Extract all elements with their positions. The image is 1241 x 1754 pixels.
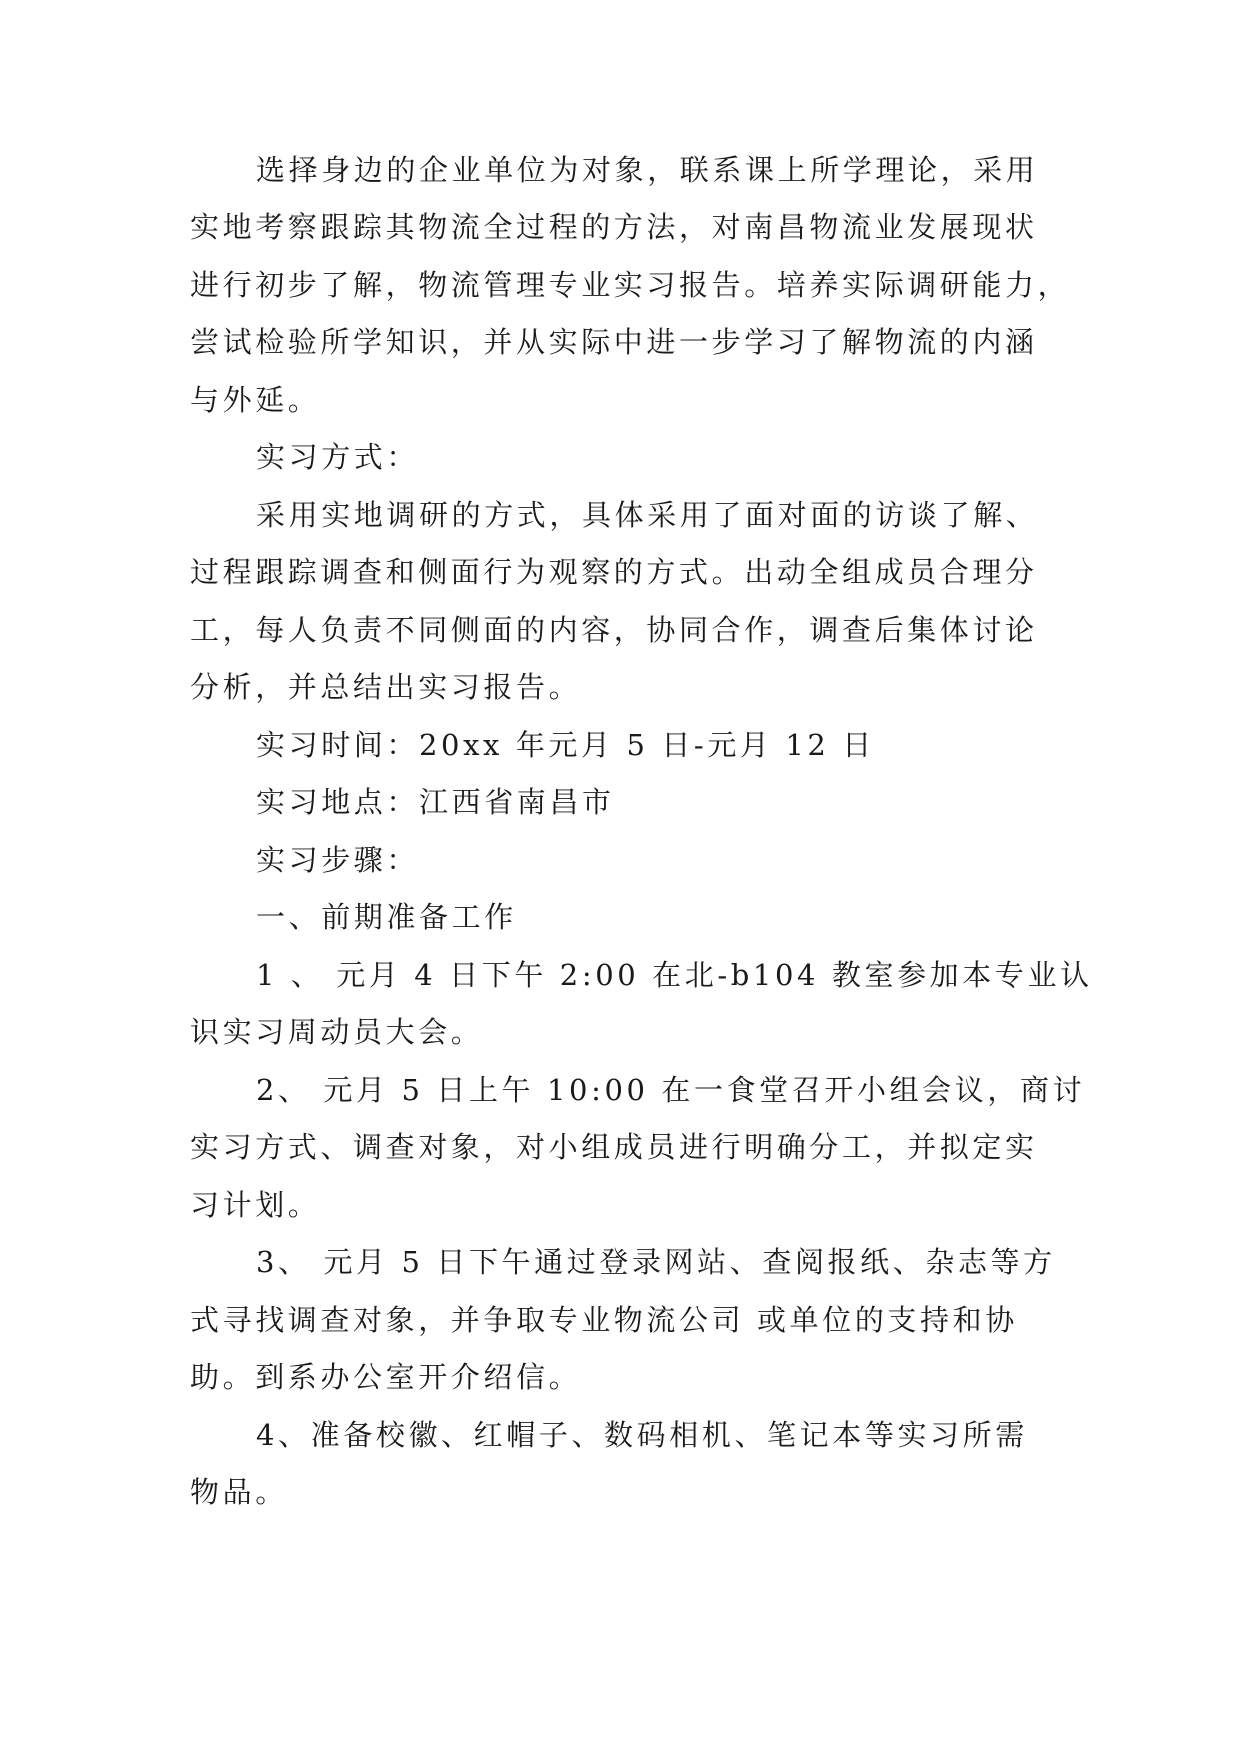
list-item-line: 式寻找调查对象，并争取专业物流公司 或单位的支持和协 xyxy=(190,1303,1018,1337)
info-line: 实习时间：20xx 年元月 5 日-元月 12 日 xyxy=(256,728,875,762)
paragraph-line: 实地考察跟踪其物流全过程的方法，对南昌物流业发展现状 xyxy=(190,210,1038,244)
section-heading: 一、前期准备工作 xyxy=(256,900,517,934)
list-item-line: 识实习周动员大会。 xyxy=(190,1015,484,1049)
paragraph-line: 过程跟踪调查和侧面行为观察的方式。出动全组成员合理分 xyxy=(190,555,1038,589)
list-item-line: 物品。 xyxy=(190,1475,288,1509)
paragraph-line: 分析，并总结出实习报告。 xyxy=(190,670,582,704)
paragraph-line: 选择身边的企业单位为对象，联系课上所学理论，采用 xyxy=(256,153,1039,187)
section-heading: 实习方式： xyxy=(256,440,420,474)
info-line: 实习地点：江西省南昌市 xyxy=(256,785,615,819)
paragraph-line: 尝试检验所学知识，并从实际中进一步学习了解物流的内涵 xyxy=(190,325,1038,359)
list-item-line: 4、准备校徽、红帽子、数码相机、笔记本等实习所需 xyxy=(256,1418,1028,1452)
list-item-line: 2、 元月 5 日上午 10:00 在一食堂召开小组会议，商讨 xyxy=(256,1073,1086,1107)
list-item-line: 助。到系办公室开介绍信。 xyxy=(190,1360,582,1394)
list-item-line: 习计划。 xyxy=(190,1188,321,1222)
paragraph-line: 进行初步了解，物流管理专业实习报告。培养实际调研能力， xyxy=(190,268,1071,302)
list-item-line: 3、 元月 5 日下午通过登录网站、查阅报纸、杂志等方 xyxy=(256,1245,1056,1279)
paragraph-line: 采用实地调研的方式，具体采用了面对面的访谈了解、 xyxy=(256,498,1039,532)
paragraph-line: 与外延。 xyxy=(190,383,321,417)
section-heading: 实习步骤： xyxy=(256,843,420,877)
list-item-line: 1 、 元月 4 日下午 2:00 在北-b104 教室参加本专业认 xyxy=(256,958,1093,992)
list-item-line: 实习方式、调查对象，对小组成员进行明确分工，并拟定实 xyxy=(190,1130,1038,1164)
paragraph-line: 工，每人负责不同侧面的内容，协同合作，调查后集体讨论 xyxy=(190,613,1038,647)
